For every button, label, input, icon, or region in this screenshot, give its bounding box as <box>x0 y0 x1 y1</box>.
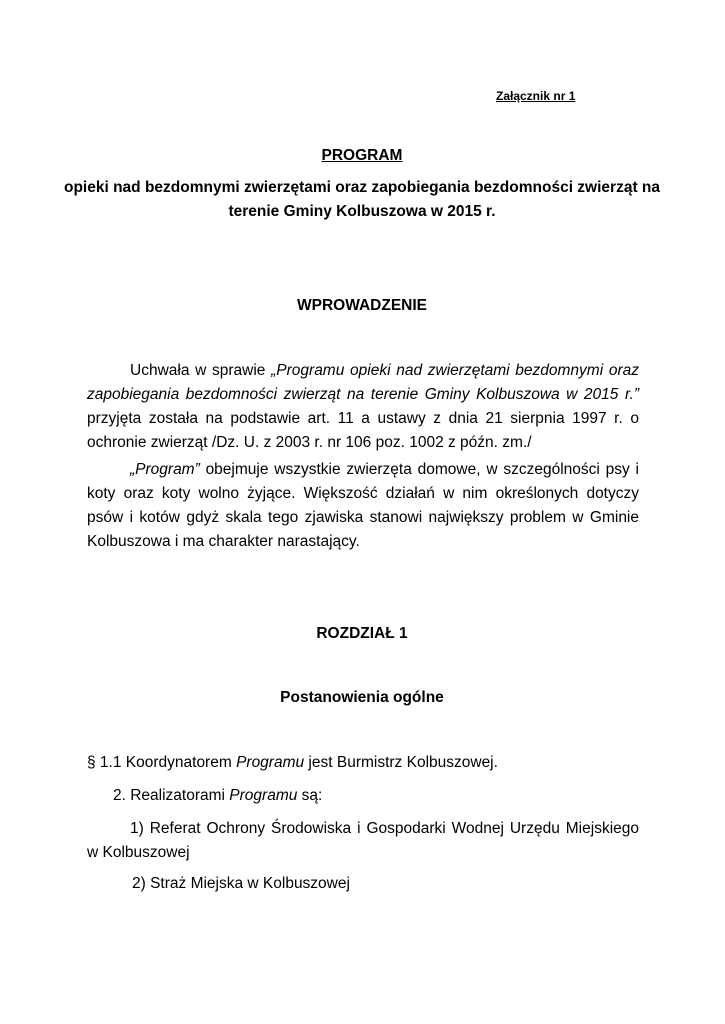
document-subtitle: opieki nad bezdomnymi zwierzętami oraz zapobiegania bezdomności zwierząt na terenie Gminy Kolbuszowa w 2015 r. <box>63 179 661 220</box>
chapter-subheading: Postanowienia ogólne <box>280 689 444 706</box>
document-title: PROGRAM <box>321 147 403 164</box>
intro-paragraph-1 <box>87 359 639 455</box>
paragraph-1-2 <box>113 784 322 808</box>
intro-p2-quote: „Program” <box>130 461 200 478</box>
intro-paragraph-2 <box>87 458 639 554</box>
chapter-heading: ROZDZIAŁ 1 <box>316 625 408 642</box>
p1-lead: § 1.1 Koordynatorem <box>87 754 237 771</box>
attachment-label: Załącznik nr 1 <box>496 89 576 103</box>
intro-p1-rest: przyjęta została na podstawie art. 11 a ustawy z dnia 21 sierpnia 1997 r. o ochronie zwierząt /Dz. U. z 2003 r. nr 106 poz. 1002 z późn. zm./ <box>87 410 639 451</box>
intro-p1-lead: Uchwała w sprawie <box>130 362 272 379</box>
list-item-2: 2) Straż Miejska w Kolbuszowej <box>132 875 350 892</box>
intro-heading: WPROWADZENIE <box>296 297 428 314</box>
p2-em: Programu <box>229 787 298 804</box>
p1-em: Programu <box>236 754 305 771</box>
p2-rest: są: <box>297 787 323 804</box>
intro-p1-quote: „Programu opieki nad zwierzętami bezdomnymi oraz zapobiegania bezdomności zwierząt na terenie Gminy Kolbuszowa w 2015 r.” <box>87 362 639 403</box>
paragraph-1-1 <box>87 751 498 775</box>
intro-p2-rest: obejmuje wszystkie zwierzęta domowe, w szczególności psy i koty oraz koty wolno żyjące. Większość działań w nim określonych dotyczy psów i kotów gdyż skala tego zjawiska stanowi największy problem w Gminie Kolbuszowa i ma charakter narastający. <box>87 461 639 550</box>
list-item-1: 1) Referat Ochrony Środowiska i Gospodarki Wodnej Urzędu Miejskiego w Kolbuszowej <box>87 820 639 861</box>
p2-lead: 2. Realizatorami <box>113 787 230 804</box>
p1-rest: jest Burmistrz Kolbuszowej. <box>304 754 498 771</box>
